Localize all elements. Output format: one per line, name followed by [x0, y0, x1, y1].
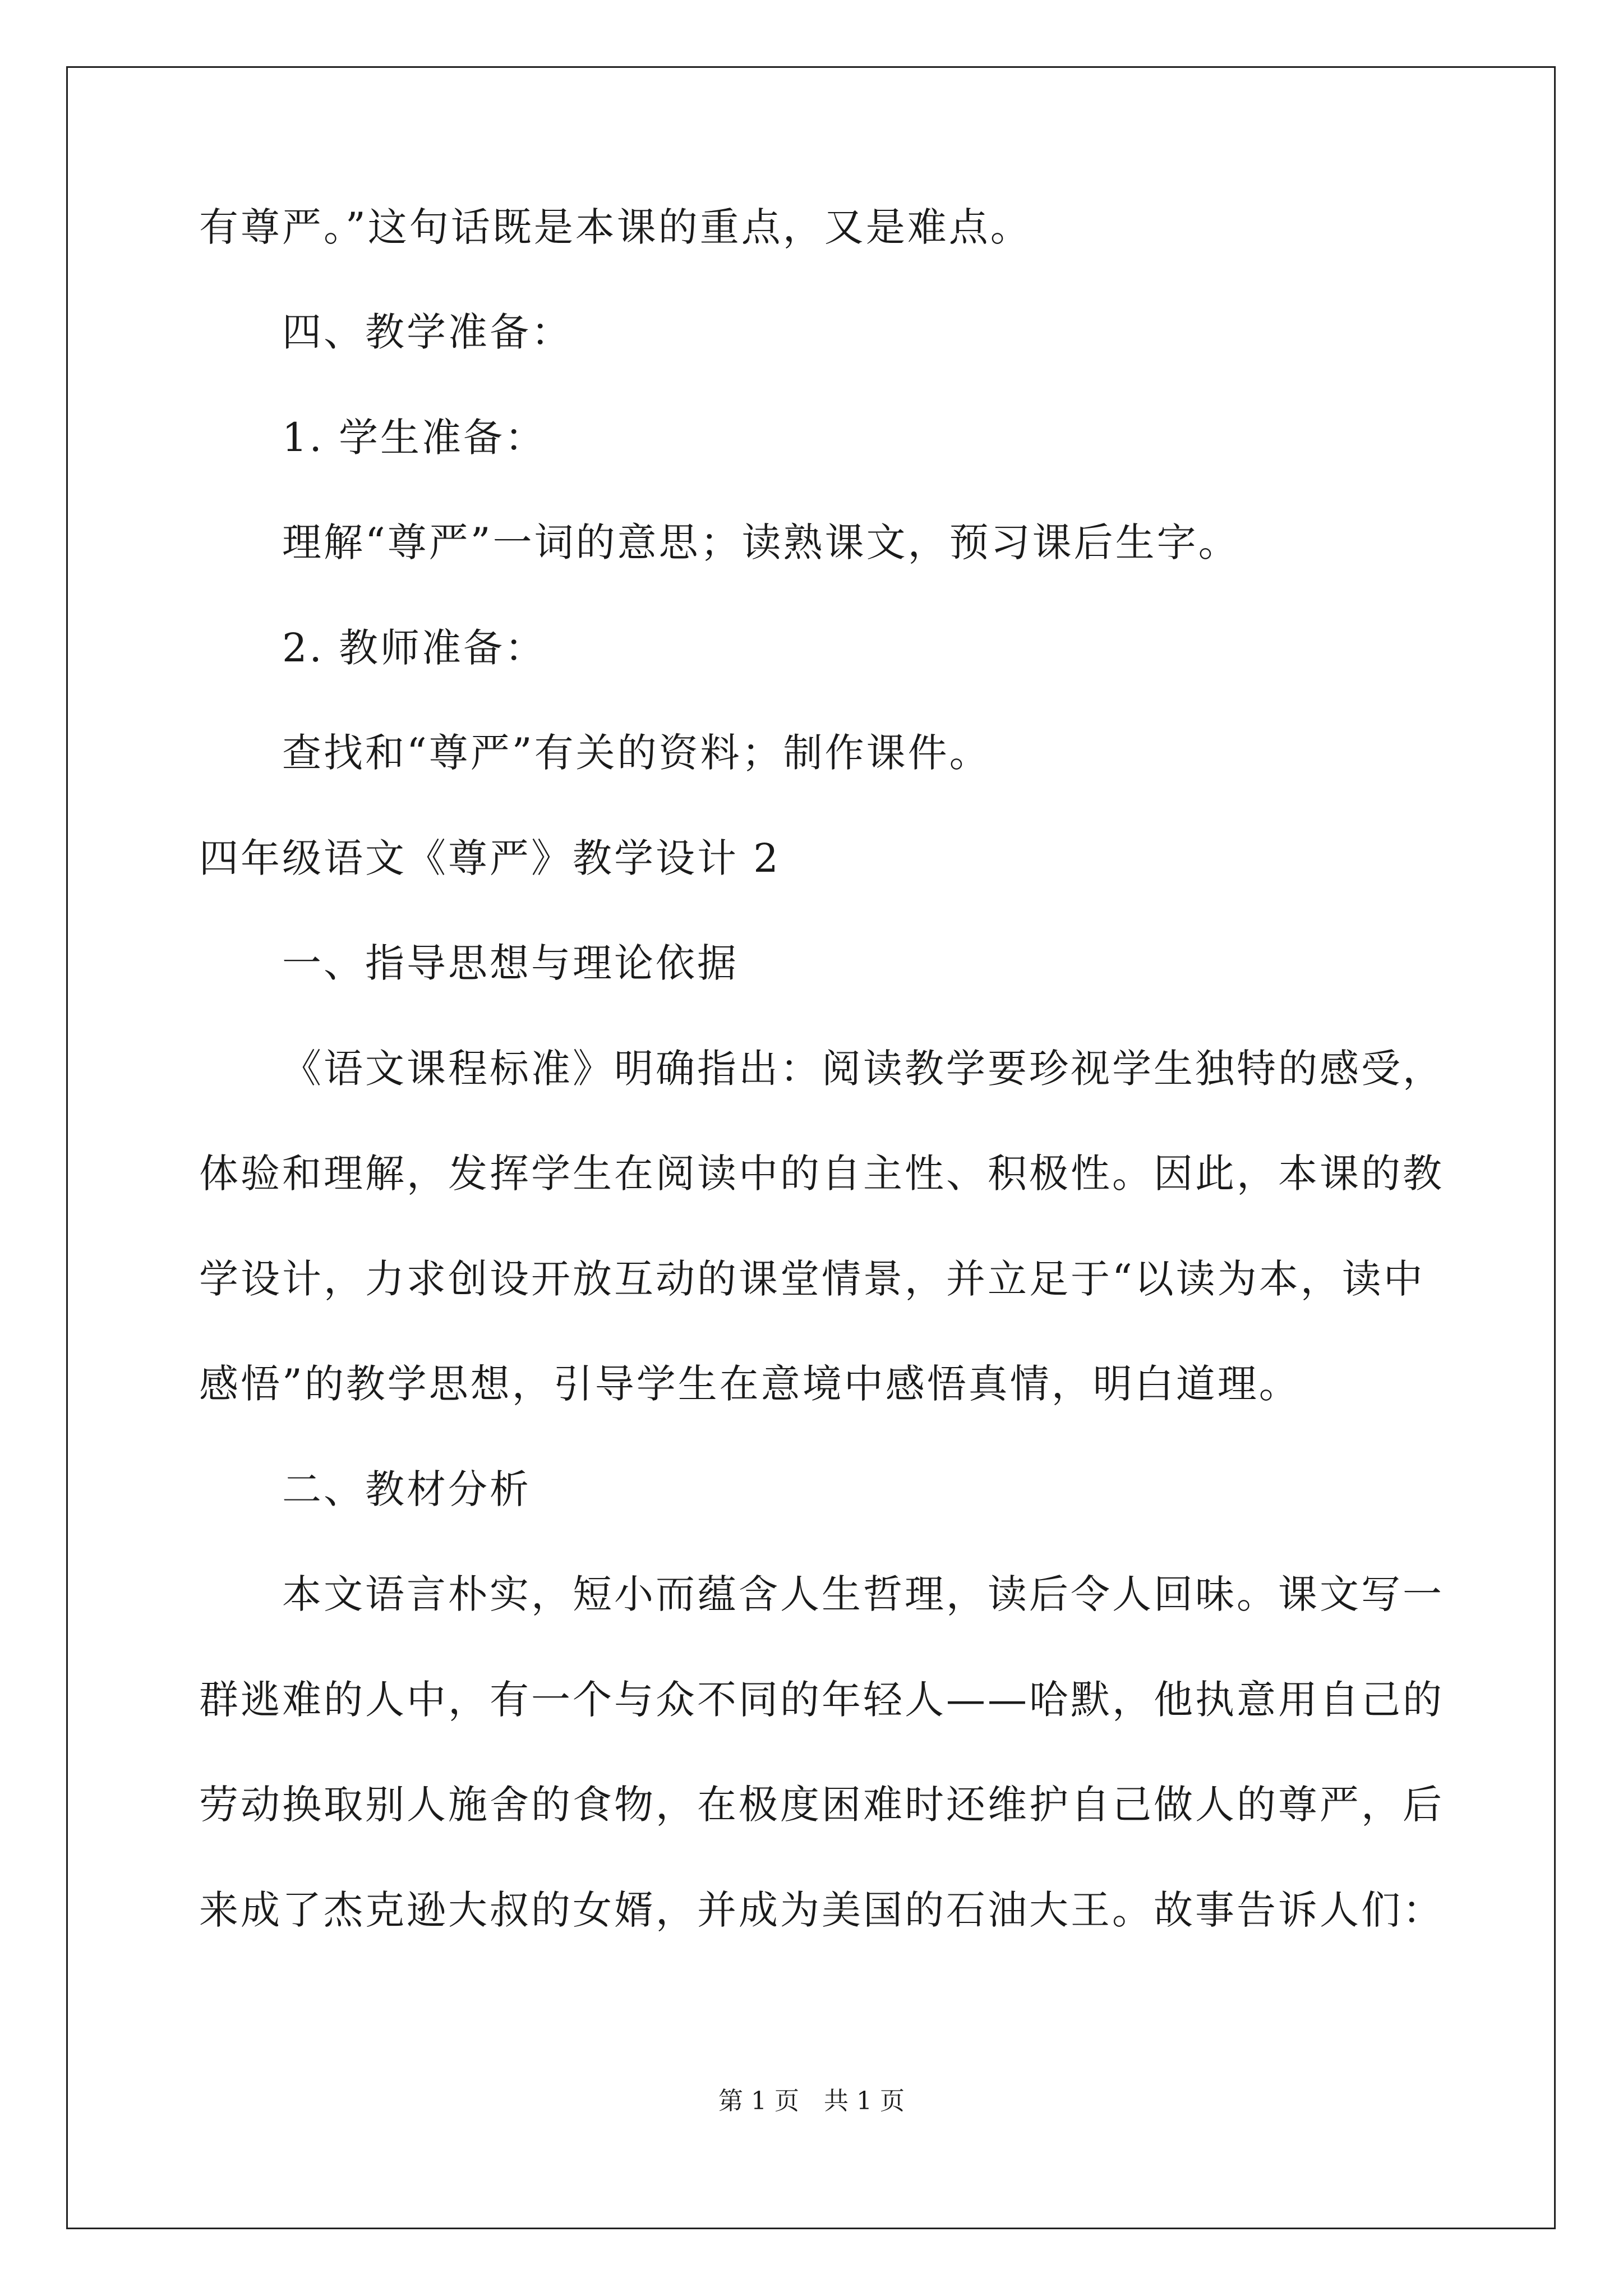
document-title: 四年级语文《尊严》教学设计 2	[199, 835, 781, 881]
paragraph-line: 劳动换取别人施舍的食物，在极度困难时还维护自己做人的尊严，后	[199, 1782, 1444, 1828]
page-number-footer: 第 1 页 共 1 页	[718, 2087, 905, 2115]
paragraph-line: 感悟”的教学思想，引导学生在意境中感悟真情，明白道理。	[199, 1361, 1301, 1407]
paragraph-line: 有尊严。”这句话既是本课的重点，又是难点。	[199, 204, 1032, 250]
subsection-heading: 1. 学生准备：	[282, 415, 547, 461]
paragraph-line: 查找和“尊严”有关的资料；制作课件。	[282, 730, 991, 776]
paragraph-line: 本文语言朴实，短小而蕴含人生哲理，读后令人回味。课文写一	[282, 1571, 1444, 1617]
paragraph-line: 来成了杰克逊大叔的女婿，并成为美国的石油大王。故事告诉人们：	[199, 1887, 1444, 1933]
paragraph-line: 《语文课程标准》明确指出：阅读教学要珍视学生独特的感受，	[282, 1046, 1444, 1092]
paragraph-line: 学设计，力求创设开放互动的课堂情景，并立足于“以读为本，读中	[199, 1256, 1425, 1302]
section-heading: 二、教材分析	[282, 1466, 531, 1512]
section-heading: 四、教学准备：	[282, 309, 573, 355]
paragraph-line: 体验和理解，发挥学生在阅读中的自主性、积极性。因此，本课的教	[199, 1151, 1444, 1197]
subsection-heading: 2. 教师准备：	[282, 625, 547, 671]
paragraph-line: 群逃难的人中，有一个与众不同的年轻人——哈默，他执意用自己的	[199, 1677, 1444, 1723]
paragraph-line: 理解“尊严”一词的意思；读熟课文，预习课后生字。	[282, 519, 1240, 565]
section-heading: 一、指导思想与理论依据	[282, 940, 739, 986]
